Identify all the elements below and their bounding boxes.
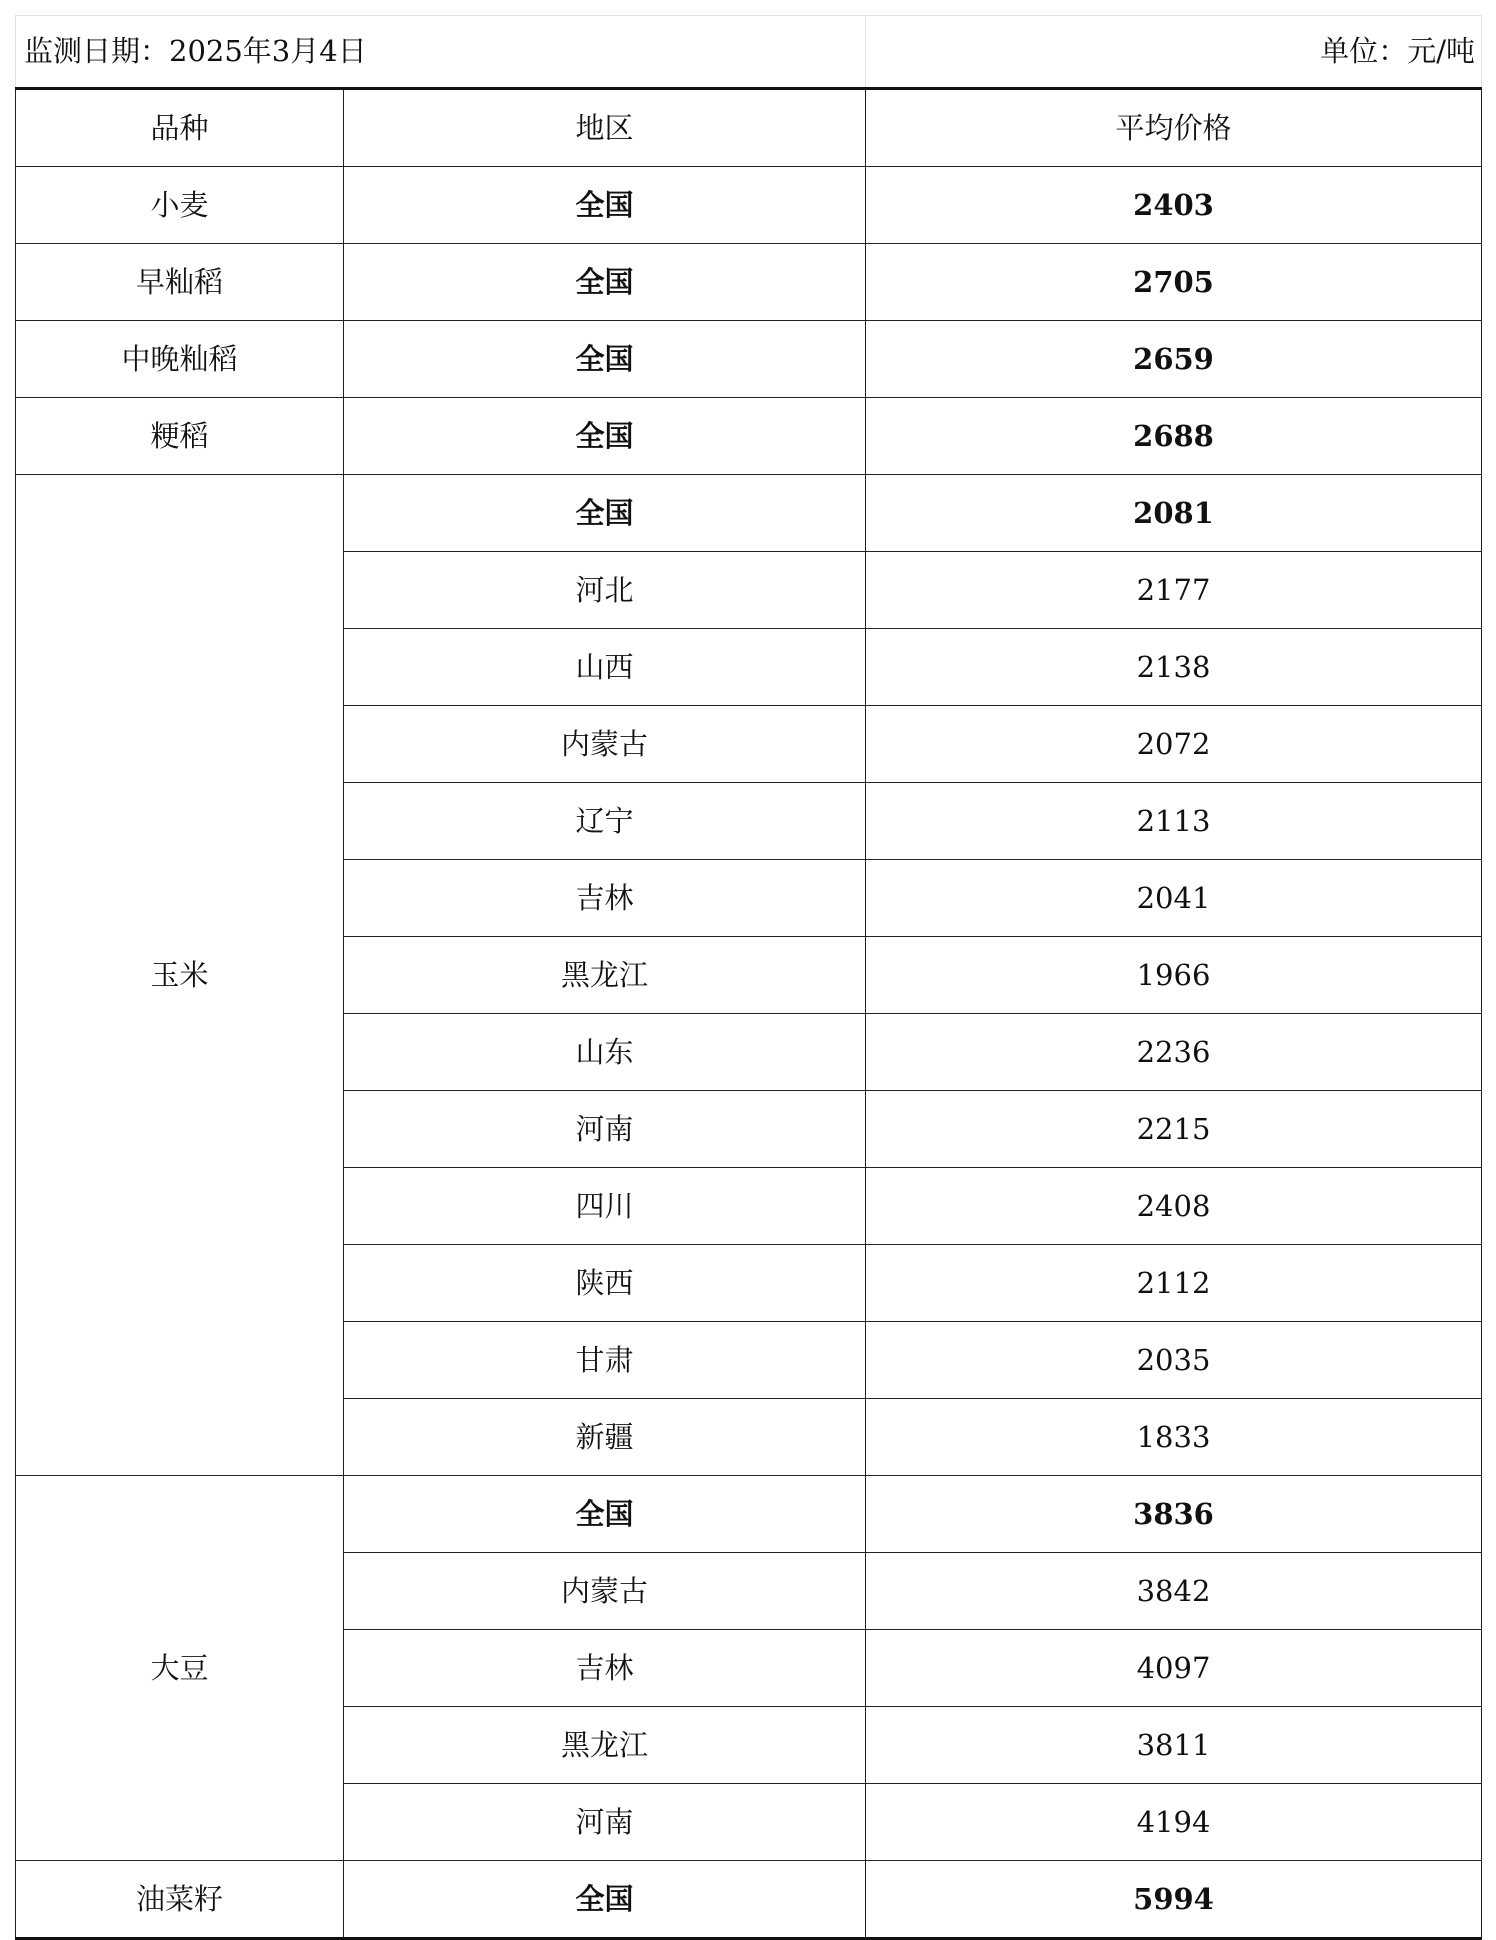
table-row — [16, 475, 1482, 552]
price-cell: 1833 — [866, 1399, 1482, 1476]
price-cell: 3836 — [866, 1476, 1482, 1553]
header-variety: 品种 — [16, 89, 344, 167]
variety-cell: 小麦 — [16, 167, 344, 244]
price-cell: 2403 — [866, 167, 1482, 244]
region-cell: 全国 — [344, 1476, 866, 1553]
table-row — [16, 398, 1482, 475]
price-cell: 3811 — [866, 1707, 1482, 1784]
region-cell: 黑龙江 — [344, 937, 866, 1014]
region-cell: 全国 — [344, 398, 866, 475]
region-cell: 甘肃 — [344, 1322, 866, 1399]
price-cell: 4097 — [866, 1630, 1482, 1707]
meta-row — [16, 16, 1482, 89]
price-cell: 2408 — [866, 1168, 1482, 1245]
region-cell: 河南 — [344, 1091, 866, 1168]
table-row — [16, 1476, 1482, 1553]
region-cell: 山东 — [344, 1014, 866, 1091]
price-cell: 2081 — [866, 475, 1482, 552]
region-cell: 全国 — [344, 167, 866, 244]
table-row — [16, 1861, 1482, 1939]
price-cell: 2659 — [866, 321, 1482, 398]
table-row — [16, 167, 1482, 244]
price-cell: 2112 — [866, 1245, 1482, 1322]
price-sheet — [15, 15, 1481, 1940]
variety-cell: 大豆 — [16, 1476, 344, 1861]
region-cell: 辽宁 — [344, 783, 866, 860]
variety-cell: 粳稻 — [16, 398, 344, 475]
region-cell: 内蒙古 — [344, 1553, 866, 1630]
region-cell: 全国 — [344, 321, 866, 398]
region-cell: 河北 — [344, 552, 866, 629]
variety-cell: 中晚籼稻 — [16, 321, 344, 398]
price-cell: 1966 — [866, 937, 1482, 1014]
region-cell: 陕西 — [344, 1245, 866, 1322]
variety-cell: 玉米 — [16, 475, 344, 1476]
header-row — [16, 89, 1482, 167]
price-cell: 2215 — [866, 1091, 1482, 1168]
price-cell: 3842 — [866, 1553, 1482, 1630]
price-cell: 2035 — [866, 1322, 1482, 1399]
variety-cell: 油菜籽 — [16, 1861, 344, 1939]
region-cell: 河南 — [344, 1784, 866, 1861]
price-cell: 4194 — [866, 1784, 1482, 1861]
price-table-body — [16, 16, 1482, 1939]
monitoring-date: 监测日期：2025年3月4日 — [16, 16, 866, 89]
price-cell: 2113 — [866, 783, 1482, 860]
price-cell: 2138 — [866, 629, 1482, 706]
price-table — [15, 15, 1482, 1940]
price-cell: 2072 — [866, 706, 1482, 783]
price-cell: 5994 — [866, 1861, 1482, 1939]
table-row — [16, 321, 1482, 398]
price-cell: 2688 — [866, 398, 1482, 475]
region-cell: 四川 — [344, 1168, 866, 1245]
region-cell: 新疆 — [344, 1399, 866, 1476]
region-cell: 山西 — [344, 629, 866, 706]
price-cell: 2041 — [866, 860, 1482, 937]
price-cell: 2236 — [866, 1014, 1482, 1091]
region-cell: 全国 — [344, 244, 866, 321]
price-cell: 2177 — [866, 552, 1482, 629]
region-cell: 全国 — [344, 475, 866, 552]
variety-cell: 早籼稻 — [16, 244, 344, 321]
region-cell: 吉林 — [344, 860, 866, 937]
region-cell: 黑龙江 — [344, 1707, 866, 1784]
price-cell: 2705 — [866, 244, 1482, 321]
header-price: 平均价格 — [866, 89, 1482, 167]
region-cell: 内蒙古 — [344, 706, 866, 783]
table-row — [16, 244, 1482, 321]
region-cell: 全国 — [344, 1861, 866, 1939]
unit-label: 单位：元/吨 — [866, 16, 1482, 89]
header-region: 地区 — [344, 89, 866, 167]
region-cell: 吉林 — [344, 1630, 866, 1707]
